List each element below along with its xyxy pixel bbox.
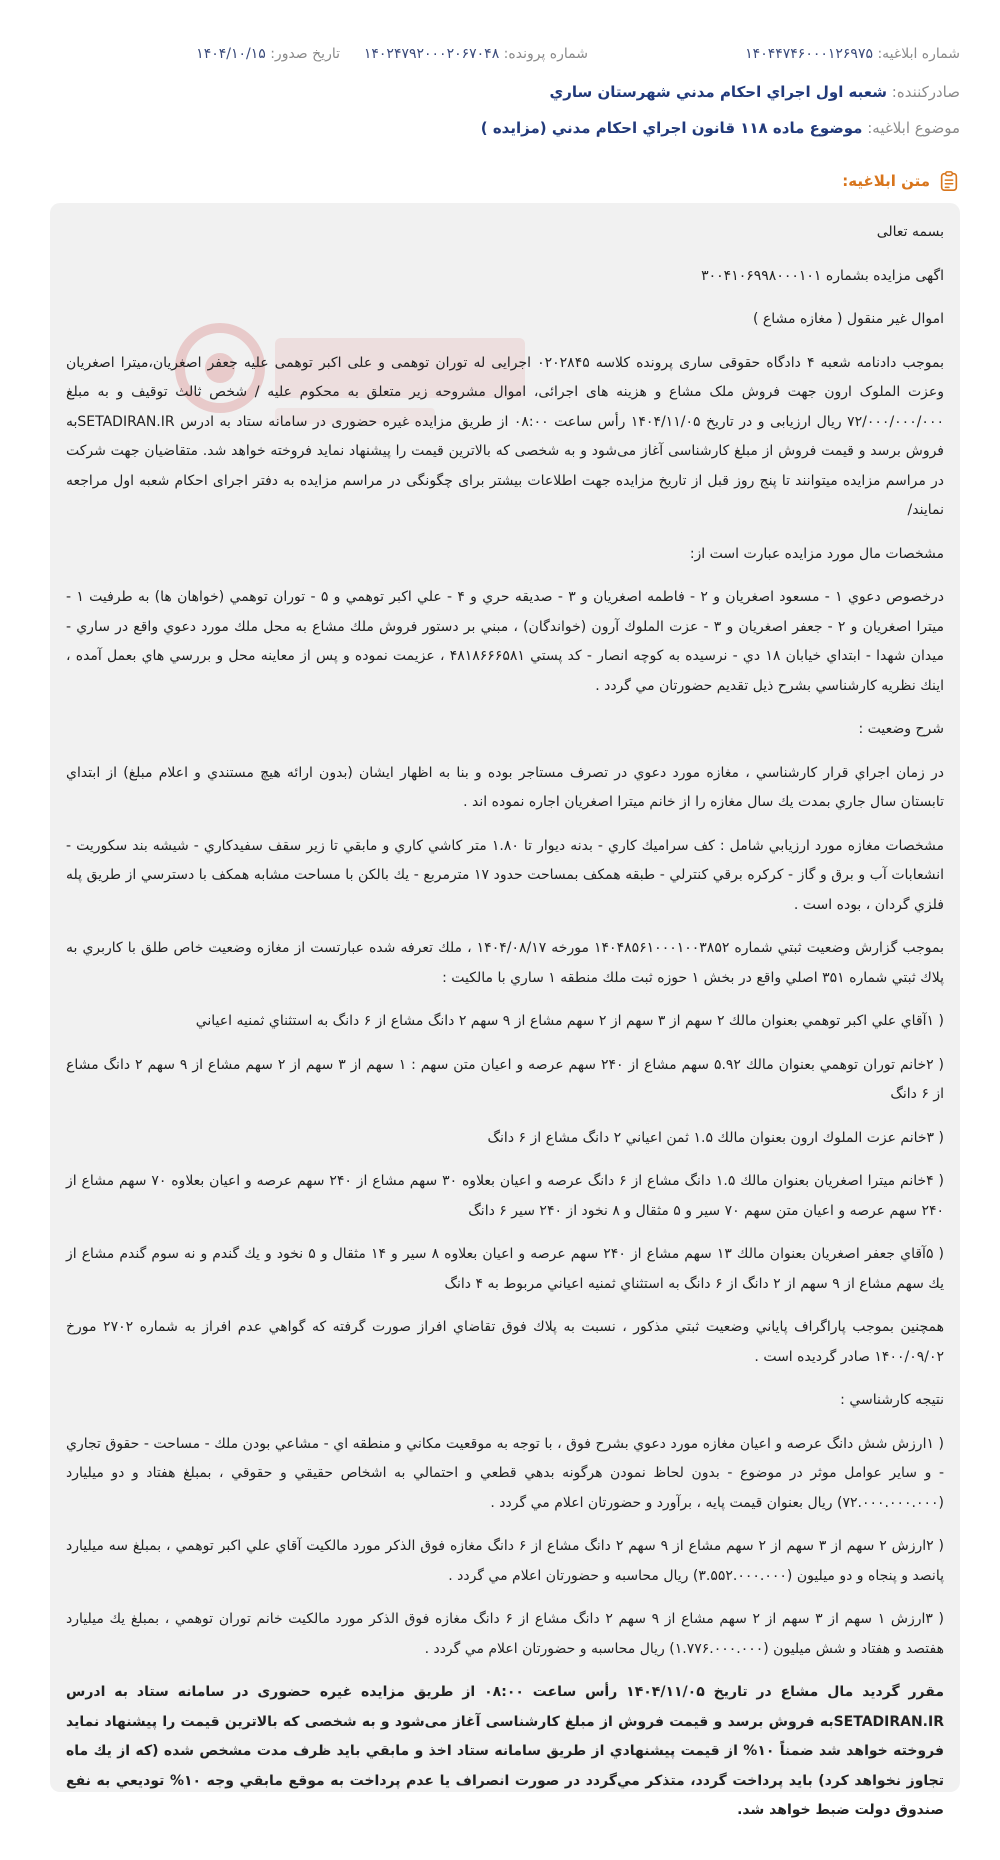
subject-label: موضوع ابلاغیه: bbox=[867, 119, 960, 137]
body-paragraph: ( ۲ارزش ۲ سهم از ۳ سهم از ۲ سهم مشاع از ۹ سهم ۲ دانگ مشاع از ۶ دانگ مغازه فوق الذكر مورد مالكيت آقاي علي اكبر توهمي ، بمبلغ سه ميليارد پانصد و پنجاه و دو ميليون (۳.۵۵۲.۰۰۰.۰۰۰) ريال محاسبه و حضورتان اعلام مي گردد . bbox=[66, 1538, 945, 1584]
notice-body-text bbox=[66, 218, 944, 1840]
final-paragraph: مقرر گردید مال مشاع در تاریخ ۱۴۰۴/۱۱/۰۵ رأس ساعت ۰۸:۰۰ از طریق مزایده غیره حضوری در سامانه ستاد به ادرس SETADIRAN.IRبه فروش برسد و قیمت فروش از مبلغ کارشناسی آغاز می‌شود و به شخصی که بالاترین قیمت را پیشنهاد نماید فروخته خواهد شد ضمناً ۱۰% از قیمت پیشنهادي از طريق سامانه ستاد اخذ و مابقي بايد ظرف مدت مشخص شده (كه از يك ماه تجاوز نخواهد كرد) بايد پرداخت گردد، متذكر مي‌گردد در صورت انصراف يا عدم پرداخت به موقع مابقي وجه ۱۰% توديعي به نفع صندوق دولت ضبط خواهد شد. bbox=[66, 1684, 944, 1818]
notice-text-title bbox=[842, 170, 960, 192]
case-number bbox=[364, 46, 588, 62]
body-paragraph: در زمان اجراي قرار كارشناسي ، مغازه مورد دعوي در تصرف مستاجر بوده و بنا به اظهار ايشان (بدون ارائه هيچ مستندي و اعلام مبلغ) از ابتداي تابستان سال جاري بمدت يك سال مغازه را از خانم ميترا اصغريان اجاره نموده اند . bbox=[66, 764, 944, 810]
body-paragraph: اگهی مزایده بشماره ۳۰۰۴۱۰۶۹۹۸۰۰۰۱۰۱ bbox=[701, 267, 944, 284]
notice-body-panel bbox=[50, 203, 960, 1818]
body-paragraph: اموال غیر منقول ( مغازه مشاع ) bbox=[752, 311, 944, 327]
issue-date-label: تاریخ صدور: bbox=[270, 46, 340, 62]
issuer-row bbox=[40, 83, 960, 101]
body-paragraph: شرح وضعيت : bbox=[858, 721, 944, 737]
body-paragraph: نتيجه كارشناسي : bbox=[840, 1392, 944, 1408]
case-number-label: شماره پرونده: bbox=[503, 46, 588, 62]
subject-value: موضوع ماده ۱۱۸ قانون اجراي احكام مدني (مزايده ) bbox=[480, 119, 863, 137]
body-paragraph: مشخصات مغازه مورد ارزيابي شامل : كف سراميك كاري - بدنه ديوار تا ۱.۸۰ متر كاشي كاري و مابقي تا زير سقف سفيدكاري - شيشه بند سكوريت - انشعابات آب و برق و گاز - كركره برقي كنترلي - طبقه همكف بمساحت حدود ۱۷ مترمربع - يك بالكن با مساحت مشابه همكف با دسترسي از طريق پله فلزي گردان ، بوده است . bbox=[66, 837, 944, 913]
body-paragraph: ( ۳ارزش ۱ سهم از ۳ سهم از ۲ سهم مشاع از ۹ سهم ۲ دانگ مشاع از ۶ دانگ مغازه فوق الذكر مورد مالكيت خانم توران توهمي ، بمبلغ يك ميليارد هفتصد و هفتاد و شش ميليون (۱.۷۷۶.۰۰۰.۰۰۰) ريال محاسبه و حضورتان اعلام مي گردد . bbox=[66, 1611, 944, 1657]
notice-number bbox=[745, 46, 960, 62]
body-paragraph: ( ۵آقاي جعفر اصغريان بعنوان مالك ۱۳ سهم مشاع از ۲۴۰ سهم عرصه و اعيان بعلاوه ۸ سير و ۱۴ مثقال و ۵ نخود و يك گندم و نه سوم گندم مشاع از يك سهم مشاع از ۹ سهم از ۲ دانگ از ۶ دانگ به استثناي ثمنيه اعياني مربوط به ۴ دانگ bbox=[66, 1246, 944, 1292]
body-paragraph: ( ۴خانم ميترا اصغريان بعنوان مالك ۱.۵ دانگ مشاع از ۶ دانگ عرصه و اعيان بعلاوه ۳۰ سهم مشاع از ۲۴۰ سهم عرصه و اعيان بعلاوه ۷۰ سهم مشاع از ۲۴۰ سهم عرصه و اعيان متن سهم ۷۰ سير و ۵ مثقال و ۸ نخود از ۲۴۰ سير ۶ دانگ bbox=[66, 1173, 945, 1219]
body-paragraph: بسمه تعالی bbox=[876, 224, 944, 240]
subject-row bbox=[40, 119, 960, 137]
notice-text-label: متن ابلاغیه: bbox=[842, 172, 930, 190]
header-meta-row bbox=[0, 46, 1000, 70]
notice-number-label: شماره ابلاغیه: bbox=[877, 46, 960, 62]
issuer-value: شعبه اول اجراي احكام مدني شهرستان ساري bbox=[549, 83, 887, 101]
body-paragraph: ( ۱ارزش شش دانگ عرصه و اعيان مغازه مورد دعوي بشرح فوق ، با توجه به موقعيت مكاني و منطقه اي - مشاعي بودن ملك - مساحت - حقوق تجاري - و ساير عوامل موثر در موضوع - بدون لحاظ نمودن هرگونه بدهي قطعي و احتمالي به اشخاص حقيقي و حقوقي ، بمبلغ هفتاد و دو ميليارد (۷۲.۰۰۰.۰۰۰.۰۰۰) ريال بعنوان قيمت پايه ، برآورد و حضورتان اعلام مي گردد . bbox=[66, 1435, 945, 1511]
issue-date-value: ۱۴۰۴/۱۰/۱۵ bbox=[196, 46, 266, 62]
clipboard-icon bbox=[938, 170, 960, 192]
body-paragraph: ( ۲خانم توران توهمي بعنوان مالك ۵.۹۲ سهم مشاع از ۲۴۰ سهم عرصه و اعيان متن سهم : ۱ سهم از ۳ سهم از ۲ سهم مشاع از ۹ سهم ۲ دانگ مشاع از ۶ دانگ bbox=[66, 1056, 945, 1102]
body-paragraph: همچنين بموجب پاراگراف پاياني وضعيت ثبتي مذكور ، نسبت به پلاك فوق تقاضاي افراز صورت گرفته كه گواهي عدم افراز به شماره ۲۷۰۲ مورخ ۱۴۰۰/۰۹/۰۲ صادر گرديده است . bbox=[66, 1319, 944, 1365]
issue-date bbox=[196, 46, 340, 62]
body-paragraph: بموجب دادنامه شعبه ۴ دادگاه حقوقی ساری پرونده کلاسه ۰۲۰۲۸۴۵ اجرایی له توران توهمی و علی اکبر توهمی علیه جعفر اصغریان،میترا اصغریان وعزت الملوک ارون جهت فروش ملک مشاع و هزینه های اجرائی، اموال مشروحه زیر متعلق به محکوم علیه / شخص ثالث توقیف و به مبلغ ۷۲/۰۰۰/۰۰۰/۰۰۰ ریال ارزیابی و در تاریخ ۱۴۰۴/۱۱/۰۵ رأس ساعت ۰۸:۰۰ از طریق مزایده غیره حضوری در سامانه ستاد به ادرس SETADIRAN.IRبه فروش برسد و قیمت فروش از مبلغ کارشناسی آغاز می‌شود و به شخصی که بالاترین قیمت را پیشنهاد نماید فروخته خواهد شد. متقاضیان جهت شرکت در مراسم مزایده میتوانند تا پنج روز قبل از تاریخ مزایده جهت اطلاعات بیشتر برای چگونگی در مراسم مزایده به دفتر اجرای احکام شعبه اول مراجعه نمایند/ bbox=[66, 354, 945, 518]
body-paragraph: درخصوص دعوي ۱ - مسعود اصغريان و ۲ - فاطمه اصغريان و ۳ - صديقه حري و ۴ - علي اكبر توهمي و ۵ - توران توهمي (خواهان ها) به طرفيت ۱ - ميترا اصغريان و ۲ - جعفر اصغريان و ۳ - عزت الملوك آرون (خواندگان) ، مبني بر دستور فروش ملك مشاع به محل ملك مورد دعوي واقع در ساري - ميدان شهدا - ابتداي خيابان ۱۸ دي - نرسيده به كوچه انصار - كد پستي ۴۸۱۸۶۶۶۵۸۱ ، عزيمت نموده و پس از معاينه محل و بررسي هاي بعمل آمده ، اينك نظريه كارشناسي بشرح ذيل تقديم حضورتان مي گردد . bbox=[66, 589, 945, 694]
case-number-value: ۱۴۰۲۴۷۹۲۰۰۰۲۰۶۷۰۴۸ bbox=[363, 46, 500, 62]
issuer-label: صادرکننده: bbox=[891, 83, 960, 101]
notice-number-value: ۱۴۰۴۴۷۴۶۰۰۰۱۲۶۹۷۵ bbox=[745, 46, 873, 62]
body-paragraph: ( ۱آقاي علي اكبر توهمي بعنوان مالك ۲ سهم از ۳ سهم از ۲ سهم مشاع از ۹ سهم ۲ دانگ مشاع از ۶ دانگ به استثناي ثمنيه اعياني bbox=[195, 1013, 944, 1029]
body-paragraph: مشخصات مال مورد مزایده عبارت است از: bbox=[689, 545, 944, 562]
body-paragraph: بموجب گزارش وضعيت ثبتي شماره ۱۴۰۴۸۵۶۱۰۰۰۱۰۰۳۸۵۲ مورخه ۱۴۰۴/۰۸/۱۷ ، ملك تعرفه شده عبارتست از مغازه وضعيت خاص طلق با كاربري به پلاك ثبتي شماره ۳۵۱ اصلي واقع در بخش ۱ حوزه ثبت ملك منطقه ۱ ساري با مالكيت : bbox=[66, 940, 944, 986]
body-paragraph: ( ۳خانم عزت الملوك ارون بعنوان مالك ۱.۵ ثمن اعياني ۲ دانگ مشاع از ۶ دانگ bbox=[487, 1129, 944, 1146]
